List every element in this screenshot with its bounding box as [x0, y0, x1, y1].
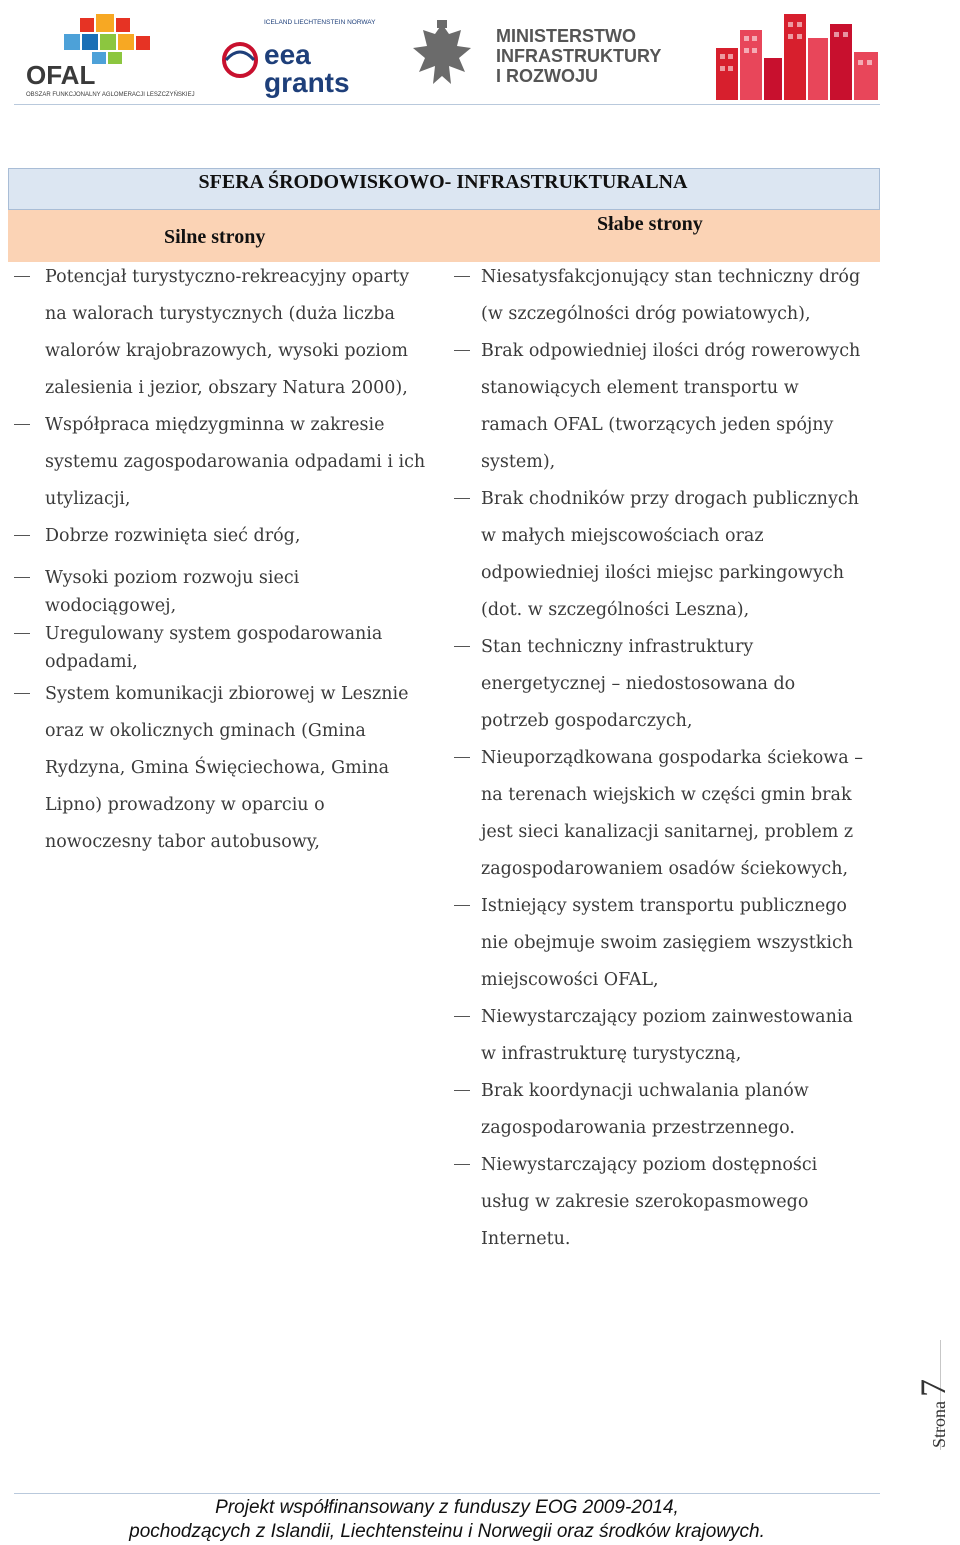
footer-line-1: Projekt współfinansowany z funduszy EOG 2009-2014,: [215, 1497, 679, 1518]
list-item-line: zagospodarowaniem osadów ściekowych,: [481, 859, 849, 879]
list-item-line: stanowiących element transportu w: [481, 378, 799, 398]
svg-text:MINISTERSTWO: MINISTERSTWO: [496, 26, 636, 46]
list-item-line: miejscowości OFAL,: [481, 970, 659, 990]
list-item-line: w małych miejscowościach oraz: [481, 526, 764, 546]
strengths-header: Silne strony: [164, 226, 266, 248]
list-item: [440, 259, 880, 333]
list-item-line: potrzeb gospodarczych,: [481, 711, 693, 731]
list-spacer: [0, 555, 440, 564]
list-item-line: Rydzyna, Gmina Święciechowa, Gmina: [45, 758, 390, 778]
svg-text:OFAL: OFAL: [26, 60, 96, 90]
list-item-line: oraz w okolicznych gminach (Gmina: [45, 721, 366, 741]
dash-bullet-icon: [454, 905, 470, 906]
dash-bullet-icon: [14, 535, 30, 536]
dash-bullet-icon: [14, 633, 30, 634]
list-item-line: usług w zakresie szerokopasmowego: [481, 1192, 809, 1212]
list-item-line: ramach OFAL (tworzących jeden spójny: [481, 415, 834, 435]
list-item: [440, 1147, 880, 1258]
list-item-line: Lipno) prowadzony w oparciu o: [45, 795, 325, 815]
list-item-line: wodociągowej,: [45, 596, 177, 616]
dash-bullet-icon: [454, 1090, 470, 1091]
dash-bullet-icon: [14, 424, 30, 425]
list-item-line: Brak odpowiedniej ilości dróg rowerowych: [481, 341, 861, 361]
dash-bullet-icon: [14, 693, 30, 694]
list-item-line: nowoczesny tabor autobusowy,: [45, 832, 320, 852]
page-number-value: 7: [913, 1379, 953, 1397]
list-item-line: zagospodarowania przestrzennego.: [481, 1118, 795, 1138]
list-item-line: system),: [481, 452, 556, 472]
list-item-line: odpowiedniej ilości miejsc parkingowych: [481, 563, 844, 583]
list-item-line: Potencjał turystyczno-rekreacyjny oparty: [45, 267, 410, 287]
list-item-line: na walorach turystycznych (duża liczba: [45, 304, 395, 324]
list-item-line: nie obejmuje swoim zasięgiem wszystkich: [481, 933, 854, 953]
dash-bullet-icon: [14, 577, 30, 578]
list-item-line: Wysoki poziom rozwoju sieci: [45, 568, 300, 588]
list-item: [440, 1073, 880, 1147]
list-item-line: Internetu.: [481, 1229, 571, 1249]
strengths-list: [0, 259, 440, 861]
footer-divider: [14, 1493, 880, 1494]
list-item-line: jest sieci kanalizacji sanitarnej, problem z: [481, 822, 854, 842]
dash-bullet-icon: [454, 757, 470, 758]
list-item: [0, 518, 440, 555]
list-item-line: zalesienia i jezior, obszary Natura 2000),: [45, 378, 408, 398]
list-item-line: Istniejący system transportu publicznego: [481, 896, 847, 916]
svg-text:eea: eea: [264, 39, 311, 70]
list-item-line: Niewystarczający poziom dostępności: [481, 1155, 818, 1175]
list-item-line: walorów krajobrazowych, wysoki poziom: [45, 341, 409, 361]
polish-eagle-emblem: [405, 18, 480, 93]
list-item: [440, 999, 880, 1073]
weaknesses-header: Słabe strony: [597, 213, 703, 235]
list-item-line: System komunikacji zbiorowej w Lesznie: [45, 684, 409, 704]
dash-bullet-icon: [14, 276, 30, 277]
footer-line-2: pochodzących z Islandii, Liechtensteinu i Norwegii oraz środków krajowych.: [129, 1521, 765, 1542]
svg-text:I ROZWOJU: I ROZWOJU: [496, 66, 598, 86]
dash-bullet-icon: [454, 1164, 470, 1165]
dash-bullet-icon: [454, 498, 470, 499]
list-item: [0, 407, 440, 518]
list-item-line: Brak chodników przy drogach publicznych: [481, 489, 859, 509]
list-item-line: Uregulowany system gospodarowania: [45, 624, 383, 644]
svg-text:ICELAND LIECHTENSTEIN NORWAY: ICELAND LIECHTENSTEIN NORWAY: [264, 19, 376, 26]
list-item: [440, 481, 880, 629]
dash-bullet-icon: [454, 350, 470, 351]
list-item: [0, 676, 440, 861]
ministry-logo: [494, 24, 684, 84]
list-item-line: systemu zagospodarowania odpadami i ich: [45, 452, 426, 472]
list-item: [0, 620, 440, 676]
footer: [0, 1496, 894, 1544]
list-item-line: Nieuporządkowana gospodarka ściekowa –: [481, 748, 863, 768]
city-skyline-icon: [712, 8, 884, 100]
list-item-line: (dot. w szczególności Leszna),: [481, 600, 750, 620]
list-item-line: Dobrze rozwinięta sieć dróg,: [45, 526, 301, 546]
list-item-line: odpadami,: [45, 652, 138, 672]
header-divider: [14, 104, 880, 105]
list-item-line: Współpraca międzygminna w zakresie: [45, 415, 385, 435]
weaknesses-list: [440, 259, 880, 1258]
list-item: [440, 740, 880, 888]
list-item-line: na terenach wiejskich w części gmin brak: [481, 785, 852, 805]
svg-text:INFRASTRUKTURY: INFRASTRUKTURY: [496, 46, 662, 66]
list-item-line: Niewystarczający poziom zainwestowania: [481, 1007, 853, 1027]
list-item-line: w infrastrukturę turystyczną,: [481, 1044, 742, 1064]
dash-bullet-icon: [454, 1016, 470, 1017]
ofal-logo: [22, 12, 195, 102]
svg-text:grants: grants: [264, 67, 350, 98]
list-item: [440, 629, 880, 740]
dash-bullet-icon: [454, 646, 470, 647]
list-item: [440, 333, 880, 481]
list-item-line: energetycznej – niedostosowana do: [481, 674, 796, 694]
page-number: [912, 1338, 952, 1448]
table-title: SFERA ŚRODOWISKOWO- INFRASTRUKTURALNA: [198, 171, 688, 193]
svg-text:OBSZAR FUNKCJONALNY AGLOMERACJ: OBSZAR FUNKCJONALNY AGLOMERACJI LESZCZYŃSKIEJ: [26, 92, 195, 98]
list-item-line: Stan techniczny infrastruktury: [481, 637, 754, 657]
list-item: [440, 888, 880, 999]
list-item: [0, 564, 440, 620]
list-item-line: utylizacji,: [45, 489, 131, 509]
list-item-line: Niesatysfakcjonujący stan techniczny dróg: [481, 267, 861, 287]
eea-grants-logo: [220, 14, 376, 98]
page-label: Strona: [929, 1401, 949, 1448]
dash-bullet-icon: [454, 276, 470, 277]
table-header-row: [8, 210, 880, 262]
list-item-line: (w szczególności dróg powiatowych),: [481, 304, 811, 324]
list-item: [0, 259, 440, 407]
header-logos: [0, 0, 960, 110]
list-item-line: Brak koordynacji uchwalania planów: [481, 1081, 809, 1101]
